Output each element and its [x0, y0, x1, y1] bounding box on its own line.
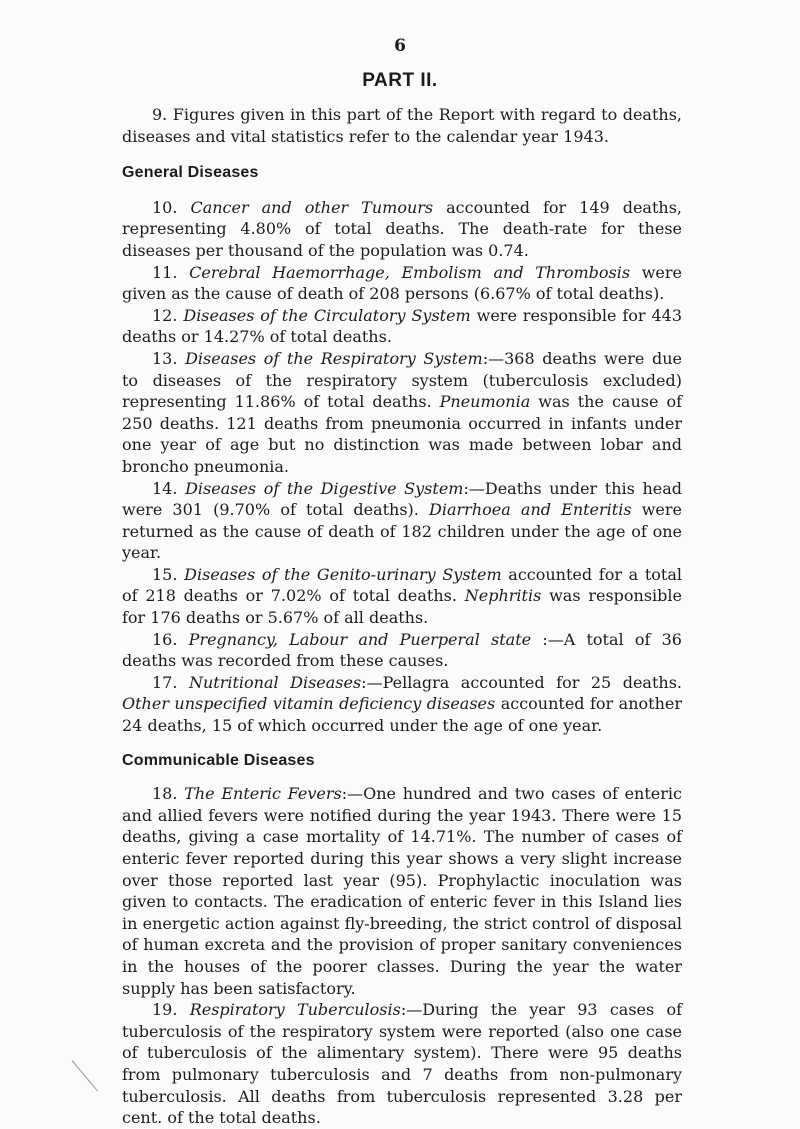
item-10: 10. Cancer and other Tumours accounted for 149 deaths, representing 4.80% of total deaths. The death-rate for these diseases per thousand of the population was 0.74. [122, 197, 682, 260]
section-heading-general-diseases: General Diseases [122, 164, 259, 182]
item-16: 16. Pregnancy, Labour and Puerperal state :—A total of 36 deaths was recorded from these causes. [122, 629, 682, 671]
item-14: 14. Diseases of the Digestive System:—Deaths under this head were 301 (9.70% of total deaths). Diarrhoea and Enteritis were returned as the cause of death of 182 children under the age of one year. [122, 478, 683, 563]
part-title: PART II. [362, 70, 438, 91]
intro-paragraph: 9. Figures given in this part of the Report with regard to deaths, diseases and vital statistics refer to the calendar year 1943. [122, 105, 682, 146]
scan-margin-mark [72, 1060, 98, 1091]
section-heading-communicable-diseases: Communicable Diseases [122, 751, 315, 769]
report-body [122, 104, 682, 1129]
page-number: 6 [394, 36, 406, 56]
item-19: 19. Respiratory Tuberculosis:—During the year 93 cases of tuberculosis of the respiratory system were reported (also one case of tuberculosis of the alimentary system). There were 95 deaths from pulmonary tuberculosis and 7 deaths from non-pulmonary tuberculosis. All deaths from tuberculosis represented 3.28 per cent. of the total deaths. [122, 1000, 682, 1128]
item-12: 12. Diseases of the Circulatory System were responsible for 443 deaths or 14.27% of total deaths. [122, 305, 683, 347]
item-17: 17. Nutritional Diseases:—Pellagra accounted for 25 deaths. Other unspecified vitamin deficiency diseases accounted for another 24 deaths, 15 of which occurred under the age of one year. [122, 672, 682, 736]
item-11: 11. Cerebral Haemorrhage, Embolism and Thrombosis were given as the cause of death of 208 persons (6.67% of total deaths). [122, 262, 682, 304]
item-18: 18. The Enteric Fevers:—One hundred and two cases of enteric and allied fevers were notified during the year 1943. There were 15 deaths, giving a case mortality of 14.71%. The number of cases of enteric fever reported during this year shows a very slight increase over those reported last year (95). Prophylactic inoculation was given to contacts. The eradication of enteric fever in this Island lies in energetic action against fly-breeding, the strict control of disposal of human excreta and the provision of proper sanitary conveniences in the houses of the poorer classes. During the year the water supply has been satisfactory. [122, 784, 682, 998]
item-13: 13. Diseases of the Respiratory System:—368 deaths were due to diseases of the respiratory system (tuberculosis excluded) representing 11.86% of total deaths. Pneumonia was the cause of 250 deaths. 121 deaths from pneumonia occurred in infants under one year of age but no distinction was made between lobar and broncho pneumonia. [122, 348, 683, 476]
item-15: 15. Diseases of the Genito-urinary System accounted for a total of 218 deaths or 7.02% of total deaths. Nephritis was responsible for 176 deaths or 5.67% of all deaths. [122, 564, 683, 628]
